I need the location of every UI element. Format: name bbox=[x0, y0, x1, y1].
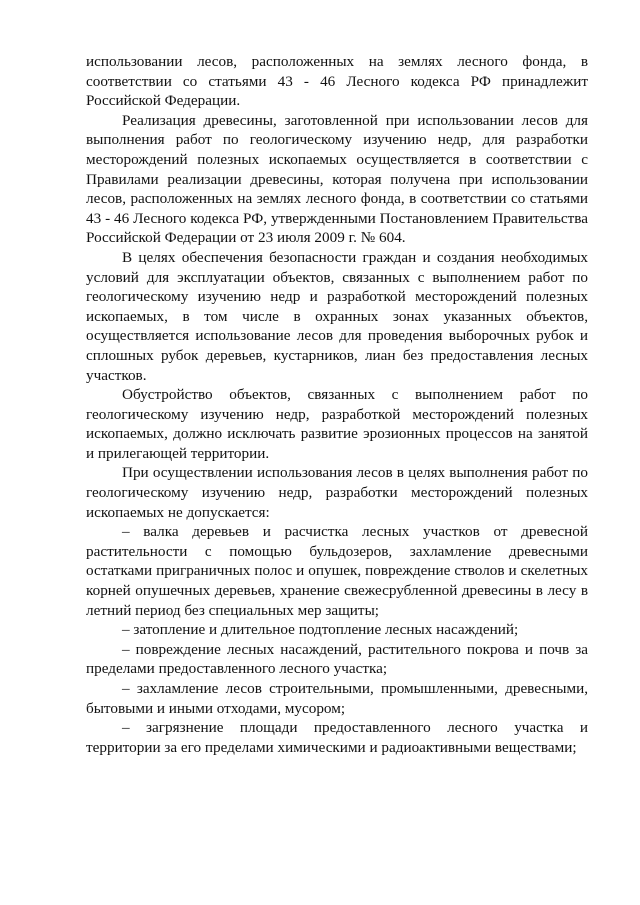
paragraph-timber-sale: Реализация древесины, заготовленной при использовании лесов для выполнения работ по геологическому изучению недр, для разработки месторождений полезных ископаемых осуществляется в соответствии с Правилами реализации древесины, которая получена при использовании лесов, расположенных на землях лесного фонда, в соответствии со статьями 43 - 46 Лесного кодекса РФ, утвержденными Постановлением Правительства Российской Федерации от 23 июля 2009 г. № 604. bbox=[86, 111, 588, 247]
paragraph-prohibitions-intro: При осуществлении использования лесов в целях выполнения работ по геологическому изучению недр, разработки месторождений полезных ископаемых не допускается: bbox=[86, 464, 588, 521]
list-item-damage: – повреждение лесных насаждений, растительного покрова и почв за пределами предоставленного лесного участка; bbox=[86, 640, 588, 678]
list-item-littering: – захламление лесов строительными, промышленными, древесными, бытовыми и иными отходами, мусором; bbox=[86, 680, 588, 717]
paragraph-safety-felling: В целях обеспечения безопасности граждан и создания необходимых условий для эксплуатации объектов, связанных с выполнением работ по геологическому изучению недр и разработкой месторождений полезных ископаемых, в том числе в охранных зонах указанных объектов, осуществляется использование лесов для проведения выборочных рубок и сплошных рубок деревьев, кустарников, лиан без предоставления лесных участков. bbox=[86, 248, 588, 384]
list-item-felling: – валка деревьев и расчистка лесных участков от древесной растительности с помощью бульдозеров, захламление древесными остатками приграничных полос и опушек, повреждение стволов и скелетных корней опушечных деревьев, хранение свежесрубленной древесины в лесу в летний период без специальных мер защиты; bbox=[86, 523, 588, 619]
paragraph-erosion: Обустройство объектов, связанных с выполнением работ по геологическому изучению недр, разработкой месторождений полезных ископаемых, должно исключать развитие эрозионных процессов на занятой и прилегающей территории. bbox=[86, 386, 588, 462]
document-body bbox=[86, 52, 588, 757]
list-item-flooding: – затопление и длительное подтопление лесных насаждений; bbox=[122, 621, 519, 639]
paragraph-continuation: использовании лесов, расположенных на землях лесного фонда, в соответствии со статьями 43 - 46 Лесного кодекса РФ принадлежит Российской Федерации. bbox=[86, 53, 588, 110]
list-item-pollution: – загрязнение площади предоставленного лесного участка и территории за его пределами химическими и радиоактивными веществами; bbox=[86, 719, 588, 756]
